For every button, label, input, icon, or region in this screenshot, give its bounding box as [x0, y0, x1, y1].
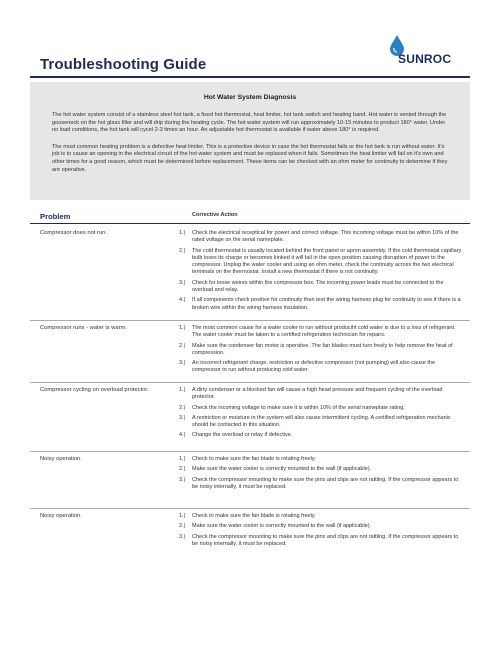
action-text: Check the compressor mounting to make sure the pins and clips are not rattling. If the compressor appears to be noisy internally, it must be replaced. — [192, 476, 459, 490]
action-item — [179, 432, 465, 439]
action-number: 2.) — [179, 466, 186, 473]
action-text: Make sure the water cooler is correctly mounted to the wall (if applicable). — [192, 466, 372, 473]
page-title: Troubleshooting Guide — [40, 56, 207, 73]
action-number: 2.) — [179, 342, 186, 349]
action-number: 1.) — [179, 513, 186, 519]
action-item — [179, 325, 465, 340]
action-item — [179, 343, 465, 358]
sunroc-logo — [388, 34, 470, 74]
action-item — [179, 405, 465, 412]
action-item — [179, 466, 465, 473]
problem-cell: Compressor does not run. — [40, 230, 108, 236]
action-item — [179, 534, 465, 549]
action-item — [179, 456, 465, 463]
troubleshooting-table — [30, 226, 470, 564]
title-divider — [30, 76, 470, 78]
action-number: 4.) — [179, 297, 186, 304]
action-text: Check for loose weires within the compressor box. The incoming power leads must be connected to the overload and relay. — [192, 279, 444, 294]
action-number: 3.) — [179, 476, 186, 483]
action-item — [179, 477, 465, 492]
table-row — [30, 226, 470, 321]
action-item — [179, 230, 465, 245]
action-text: Check the compressor mounting to make sure the pins and clips are not rattling. If the compressor appears to be noisy internally, it must be replaced. — [192, 533, 459, 547]
table-header-divider — [30, 223, 470, 224]
action-number: 2.) — [179, 523, 186, 530]
problem-cell: Compressor runs - water is warm. — [40, 325, 127, 331]
action-item — [179, 297, 465, 312]
action-item — [179, 415, 465, 430]
table-row — [30, 383, 470, 452]
action-text: Check the incoming voltage to make sure it is within 10% of the serial nameplate rating. — [192, 404, 405, 411]
logo-wordmark: SUNROC — [398, 52, 452, 66]
action-number: 1.) — [179, 456, 186, 462]
problem-cell: Noisy operation. — [40, 456, 82, 462]
info-paragraph: The most common heating problem is a defective heat limiter. This is a protective device in case the hot thermostat fails or the hot tank is run without water. It's job is to cause an opening in the electrical circuit of the hot water system and must be replaced when it fails. Sometimes the heat limiter will fail on it's own and other times for a good reason, which must be determined before replacement. These items can be checked with an ohm meter for continuity to determine if they are operative. — [52, 143, 448, 173]
table-row — [30, 509, 470, 564]
table-row — [30, 321, 470, 383]
action-item — [179, 523, 465, 530]
page-header — [0, 0, 502, 80]
action-text: Check to make sure the fan blade is rotating freely. — [192, 513, 316, 519]
action-number: 3.) — [179, 414, 186, 421]
action-item — [179, 387, 465, 402]
action-text: Check to make sure the fan blade is rotating freely. — [192, 456, 316, 462]
action-text: The most common cause for a water cooler to run without produciht cold water is due to a loss of refrigerant. The water cooler must be taken to a certified refrigeration technician for repairs. — [192, 325, 456, 339]
action-number: 2.) — [179, 247, 186, 254]
action-number: 1.) — [179, 230, 186, 236]
action-text: Change the overload or relay if defective. — [192, 432, 293, 439]
action-text: Make sure the condenser fan motor is operative. The fan blades must turn freely to help remove the heat of compression. — [192, 342, 453, 356]
action-text: The cold thermostat is usually located behind the front panel or apron assembly. If the cold thermostat capillary bulb loses its charge or becomes kinked it will fail in the open position causing disruption of power to the compressor. Unplug the water cooler and using an ohm meter, check the continuity across the two electrical terminals on the thermostat. Install a new thermostat if there is not continuity. — [192, 247, 462, 276]
corrective-action-column-header: Corrective Action — [192, 212, 238, 218]
actions-cell — [179, 456, 465, 494]
problem-column-header: Problem — [40, 212, 71, 221]
action-number: 3.) — [179, 533, 186, 540]
action-number: 4.) — [179, 432, 186, 439]
action-text: Check the electrical receptical for power and correct voltage. This incoming voltage must be within 10% of the rated voltage on the serial nameplate. — [192, 230, 459, 244]
table-row — [30, 452, 470, 509]
actions-cell — [179, 325, 465, 378]
action-item — [179, 360, 465, 375]
hot-water-diagnosis-box — [30, 82, 470, 200]
action-number: 3.) — [179, 360, 186, 367]
actions-cell — [179, 513, 465, 551]
action-number: 3.) — [179, 279, 186, 286]
action-text: If all components check positive for continuity then test the wiring harness plug for continuity to see if there is a broken wire within the wiring harness insulation. — [192, 297, 461, 311]
action-number: 1.) — [179, 387, 186, 393]
action-text: Make sure the water cooler is correctly mounted to the wall (if applicable). — [192, 523, 372, 530]
action-number: 1.) — [179, 325, 186, 331]
problem-cell: Compressor cycling on overload protector. — [40, 387, 149, 393]
actions-cell — [179, 230, 465, 315]
action-text: An incorrect refrigerant charge, restriction or defective compressor (not pumping) will also cause the compressor to run without producing cold water. — [192, 360, 436, 374]
info-paragraph: The hot water system consist of a stainless steel hot tank, a fixed hot thermostat, heat limiter, hot tank switch and heating band. Hot water is vented through the gooseneck on the hot glass filler and will drip during the heating cycle. The hot water system will run approximately 10-15 minutes to product 180° water. Under no load conditions, the hot tank will cycel 2-3 times an hour. An adjustable hot thermostat is available if water above 180° is required. — [52, 112, 447, 134]
info-heading: Hot Water System Diagnosis — [203, 94, 297, 101]
action-item — [179, 248, 465, 277]
action-number: 2.) — [179, 404, 186, 411]
problem-cell: Noisy operation. — [40, 513, 82, 519]
action-item — [179, 513, 465, 520]
action-text: A dirty condenser or a blocked fan will cause a high head pressure and frequent cycling of the overload protector. — [192, 387, 443, 401]
action-item — [179, 280, 465, 295]
actions-cell — [179, 387, 465, 443]
action-text: A restriction or moisture in the system will also cause intermittent cycling. A certified refrigeration mechanic should be contacted in this situation. — [192, 414, 451, 429]
